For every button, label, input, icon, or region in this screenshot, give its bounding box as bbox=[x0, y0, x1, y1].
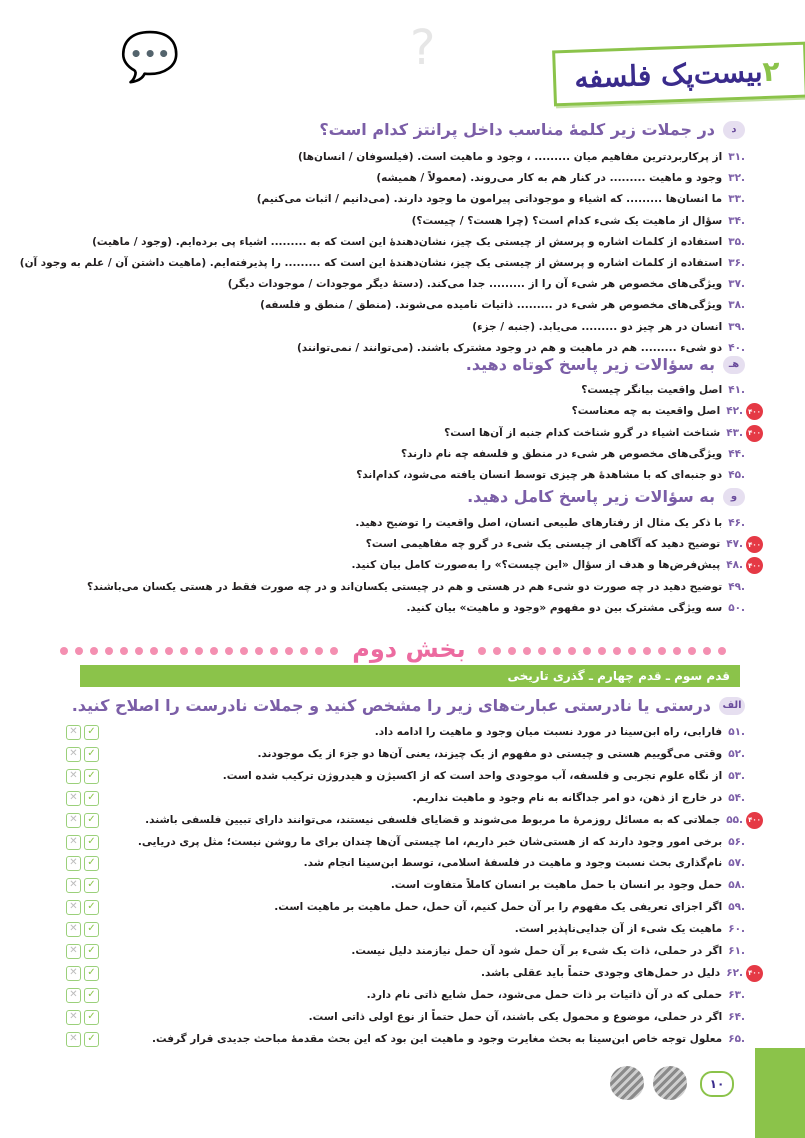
question-text: اگر اجزای تعریفی یک مفهوم را بر آن حمل کنیم، آن حمل، حمل ماهیت بر ماهیت است. bbox=[274, 901, 723, 914]
question-item bbox=[257, 744, 745, 764]
divider-dot bbox=[688, 647, 696, 655]
false-checkbox[interactable]: ✕ bbox=[66, 900, 81, 915]
question-number: ۳۷. bbox=[728, 278, 745, 291]
question-text: برخی امور وجود دارند که از هستی‌شان خبر داریم، اما چیستی آن‌ها چندان برای ما روشن نیست؛ مثل پری دریایی. bbox=[137, 835, 723, 848]
section-title: به سؤالات زیر پاسخ کامل دهید. bbox=[467, 487, 715, 506]
question-text: در خارج از ذهن، دو امر جداگانه به نام وجود و ماهیت نداریم. bbox=[412, 791, 723, 804]
divider-dot bbox=[538, 647, 546, 655]
divider-dot bbox=[285, 647, 293, 655]
question-text: پیش‌فرض‌ها و هدف از سؤال «این چیست؟» را به‌صورت کامل بیان کنید. bbox=[351, 559, 721, 572]
true-checkbox[interactable]: ✓ bbox=[84, 988, 99, 1003]
divider-dot bbox=[195, 647, 203, 655]
section-v-header bbox=[467, 487, 745, 506]
divider-dot bbox=[180, 647, 188, 655]
divider-dot bbox=[613, 647, 621, 655]
false-checkbox[interactable]: ✕ bbox=[66, 922, 81, 937]
section-title: درستی یا نادرستی عبارت‌های زیر را مشخص کنید و جملات نادرست را اصلاح کنید. bbox=[71, 696, 711, 715]
question-number: ۳۴. bbox=[728, 214, 745, 227]
question-text: دو جنبه‌ای که با مشاهدۀ هر چیزی توسط انسان یافته می‌شود، کدام‌اند؟ bbox=[356, 469, 723, 482]
section-badge: د bbox=[723, 121, 745, 139]
question-number: ۳۵. bbox=[728, 235, 745, 248]
question-number: ۵۷. bbox=[728, 857, 745, 870]
divider-dot bbox=[673, 647, 681, 655]
decorative-disc-icon bbox=[610, 1066, 644, 1100]
question-item bbox=[412, 788, 745, 808]
question-text: اصل واقعیت به چه معناست؟ bbox=[571, 405, 721, 418]
true-checkbox[interactable]: ✓ bbox=[84, 747, 99, 762]
question-item bbox=[298, 147, 745, 167]
exam-mark-badge: ۴۰۰ bbox=[746, 403, 763, 420]
question-mark-doodle: ? bbox=[410, 20, 436, 76]
question-text: استفاده از کلمات اشاره و پرسش از چیستی یک چیز، نشان‌دهندۀ این است که ......... را پذیرفته‌ایم. (ماهیت داشتن آن / علم به وجود آن) bbox=[19, 257, 723, 269]
exam-mark-badge: ۴۰۰ bbox=[746, 425, 763, 442]
divider-dot bbox=[493, 647, 501, 655]
false-checkbox[interactable]: ✕ bbox=[66, 791, 81, 806]
question-item bbox=[356, 465, 745, 485]
true-checkbox[interactable]: ✓ bbox=[84, 791, 99, 806]
divider-dot bbox=[60, 647, 68, 655]
series-logo bbox=[552, 42, 805, 107]
false-checkbox[interactable]: ✕ bbox=[66, 1010, 81, 1025]
false-checkbox[interactable]: ✕ bbox=[66, 944, 81, 959]
question-text: سه ویژگی مشترک بین دو مفهوم «وجود و ماهیت» بیان کنید. bbox=[406, 601, 723, 614]
exam-mark-badge: ۴۰۰ bbox=[746, 965, 763, 982]
question-number: ۵۵. bbox=[726, 813, 743, 826]
question-text: نام‌گذاری بحث نسبت وجود و ماهیت در فلسفۀ اسلامی، توسط ابن‌سینا انجام شد. bbox=[303, 857, 723, 870]
question-item bbox=[152, 1029, 745, 1049]
question-text: از نگاه علوم تجربی و فلسفه، آب موجودی واحد است که از اکسیژن و هیدروژن ترکیب شده است. bbox=[222, 769, 723, 782]
false-checkbox[interactable]: ✕ bbox=[66, 878, 81, 893]
question-text: ماهیت یک شیء از آن جدایی‌ناپذیر است. bbox=[514, 923, 723, 936]
false-checkbox[interactable]: ✕ bbox=[66, 1032, 81, 1047]
question-text: حملی که در آن ذاتیات بر ذات حمل می‌شود، حمل شایع ذاتی نام دارد. bbox=[366, 988, 723, 1001]
question-text: جملاتی که به مسائل روزمرۀ ما مربوط می‌شوند و قضایای فلسفی نیستند، می‌توانند دارای تبیین فلسفی باشند. bbox=[145, 813, 721, 826]
question-number: ۴۴. bbox=[728, 447, 745, 460]
stage-label: قدم سوم ـ قدم چهارم ـ گذری تاریخی bbox=[499, 665, 738, 687]
question-item bbox=[223, 766, 745, 786]
question-text: فارابی، راه ابن‌سینا در مورد نسبت میان وجود و ماهیت را ادامه داد. bbox=[374, 726, 723, 738]
question-text: انسان در هر چیز دو ......... می‌یابد. (جنبه / جزء) bbox=[472, 320, 723, 333]
question-text: اصل واقعیت بیانگر چیست؟ bbox=[581, 384, 723, 396]
question-number: ۴۹. bbox=[728, 580, 745, 593]
section-badge: الف bbox=[719, 697, 745, 715]
divider-dot bbox=[330, 647, 338, 655]
question-number: ۵۰. bbox=[728, 601, 745, 614]
section-badge: هـ bbox=[723, 356, 745, 374]
false-checkbox[interactable]: ✕ bbox=[66, 835, 81, 850]
divider-dot bbox=[478, 647, 486, 655]
true-checkbox[interactable]: ✓ bbox=[84, 835, 99, 850]
false-checkbox[interactable]: ✕ bbox=[66, 725, 81, 740]
divider-dot bbox=[210, 647, 218, 655]
question-item bbox=[257, 189, 745, 209]
true-checkbox[interactable]: ✓ bbox=[84, 725, 99, 740]
divider-dot bbox=[508, 647, 516, 655]
question-number: ۳۱. bbox=[728, 151, 745, 163]
question-number: ۴۸. bbox=[726, 559, 743, 572]
divider-dot bbox=[120, 647, 128, 655]
question-item bbox=[87, 577, 745, 597]
question-item bbox=[297, 338, 745, 358]
divider-dot bbox=[628, 647, 636, 655]
question-item bbox=[472, 317, 745, 337]
speech-bubble-doodle: 💬 bbox=[120, 29, 180, 85]
true-checkbox[interactable]: ✓ bbox=[84, 878, 99, 893]
question-text: ما انسان‌ها ......... که اشیاء و موجوداتی پیرامون ما وجود دارند. (می‌دانیم / اثبات می‌کنیم) bbox=[256, 193, 723, 206]
true-checkbox[interactable]: ✓ bbox=[84, 1032, 99, 1047]
question-number: ۵۱. bbox=[728, 726, 745, 738]
question-number: ۴۶. bbox=[728, 517, 745, 529]
divider-dot bbox=[135, 647, 143, 655]
question-number: ۴۱. bbox=[728, 384, 745, 396]
question-item bbox=[375, 722, 745, 742]
question-text: اگر در حملی، موضوع و محمول یکی باشند، آن حمل حتماً از نوع اولی ذاتی است. bbox=[308, 1010, 723, 1023]
exam-mark-badge: ۴۰۰ bbox=[746, 812, 763, 829]
question-item bbox=[92, 232, 745, 252]
false-checkbox[interactable]: ✕ bbox=[66, 747, 81, 762]
question-number: ۶۵. bbox=[728, 1032, 745, 1045]
question-text: حمل وجود بر انسان با حمل ماهیت بر انسان کاملاً متفاوت است. bbox=[390, 879, 723, 892]
divider-dot bbox=[315, 647, 323, 655]
decorative-disc-icon bbox=[653, 1066, 687, 1100]
false-checkbox[interactable]: ✕ bbox=[66, 988, 81, 1003]
question-number: ۴۳. bbox=[726, 426, 743, 439]
question-item bbox=[351, 941, 745, 961]
true-checkbox[interactable]: ✓ bbox=[84, 813, 99, 828]
section-alef-header bbox=[72, 696, 745, 715]
question-item bbox=[515, 919, 745, 939]
question-number: ۴۵. bbox=[728, 469, 745, 482]
divider-dot bbox=[523, 647, 531, 655]
true-checkbox[interactable]: ✓ bbox=[84, 769, 99, 784]
question-item bbox=[260, 295, 745, 315]
side-tab bbox=[755, 1048, 805, 1138]
question-text: استفاده از کلمات اشاره و پرسش از چیستی یک چیز، نشان‌دهندۀ این است که به ......... اشیاء پی برده‌ایم. (وجود / ماهیت) bbox=[92, 235, 723, 248]
logo-text: بیست‌پک فلسفه bbox=[573, 54, 764, 95]
divider-dot bbox=[643, 647, 651, 655]
question-item bbox=[367, 985, 745, 1005]
divider-dot bbox=[718, 647, 726, 655]
question-item bbox=[376, 168, 745, 188]
question-item bbox=[304, 853, 745, 873]
divider-dot bbox=[255, 647, 263, 655]
section-title: به سؤالات زیر پاسخ کوتاه دهید. bbox=[465, 355, 715, 374]
question-text: ویژگی‌های مخصوص هر شیء در ......... ذاتیات نامیده می‌شوند. (منطق / منطق و فلسفه) bbox=[260, 299, 723, 312]
question-item bbox=[366, 534, 743, 554]
question-number: ۵۶. bbox=[728, 835, 745, 848]
page-number: ۱۰ bbox=[700, 1071, 734, 1097]
question-text: اگر در حملی، ذات یک شیء بر آن حمل شود آن حمل نیازمند دلیل نیست. bbox=[351, 945, 723, 957]
true-checkbox[interactable]: ✓ bbox=[84, 944, 99, 959]
false-checkbox[interactable]: ✕ bbox=[66, 966, 81, 981]
section-badge: و bbox=[723, 488, 745, 506]
question-number: ۳۶. bbox=[728, 257, 745, 269]
question-item bbox=[481, 963, 743, 983]
question-number: ۶۱. bbox=[728, 945, 745, 957]
question-number: ۳۲. bbox=[728, 172, 745, 185]
dot-divider-right bbox=[478, 647, 726, 657]
false-checkbox[interactable]: ✕ bbox=[66, 769, 81, 784]
question-item bbox=[309, 1007, 745, 1027]
question-number: ۵۹. bbox=[728, 901, 745, 914]
question-text: ویژگی‌های مخصوص هر شیء در منطق و فلسفه چه نام دارند؟ bbox=[400, 447, 723, 460]
divider-dot bbox=[553, 647, 561, 655]
question-number: ۵۲. bbox=[728, 747, 745, 760]
exam-mark-badge: ۴۰۰ bbox=[746, 536, 763, 553]
question-text: توضیح دهید که آگاهی از چیستی یک شیء در گرو چه مفاهیمی است؟ bbox=[365, 538, 721, 551]
question-item bbox=[444, 423, 743, 443]
divider-dot bbox=[75, 647, 83, 655]
divider-dot bbox=[703, 647, 711, 655]
divider-dot bbox=[658, 647, 666, 655]
true-checkbox[interactable]: ✓ bbox=[84, 856, 99, 871]
question-number: ۵۴. bbox=[728, 791, 745, 804]
question-text: وجود و ماهیت ......... در کنار هم به کار می‌روند. (معمولاً / همیشه) bbox=[376, 172, 723, 185]
question-number: ۴۰. bbox=[728, 341, 745, 354]
question-item bbox=[20, 253, 745, 273]
question-item bbox=[228, 274, 745, 294]
false-checkbox[interactable]: ✕ bbox=[66, 856, 81, 871]
true-checkbox[interactable]: ✓ bbox=[84, 922, 99, 937]
question-item bbox=[145, 810, 743, 830]
section-title: در جملات زیر کلمۀ مناسب داخل پرانتز کدام است؟ bbox=[319, 120, 715, 139]
divider-dot bbox=[225, 647, 233, 655]
false-checkbox[interactable]: ✕ bbox=[66, 813, 81, 828]
divider-dot bbox=[150, 647, 158, 655]
divider-dot bbox=[270, 647, 278, 655]
question-text: ویژگی‌های مخصوص هر شیء آن را از ......... جدا می‌کند. (دستۀ دیگر موجودات / موجودات دیگر) bbox=[227, 278, 723, 291]
question-item bbox=[412, 211, 745, 231]
exam-mark-badge: ۴۰۰ bbox=[746, 557, 763, 574]
true-checkbox[interactable]: ✓ bbox=[84, 966, 99, 981]
question-number: ۵۳. bbox=[728, 769, 745, 782]
question-text: دلیل در حمل‌های وجودی حتماً باید عقلی باشد. bbox=[481, 966, 721, 979]
part-title: بخش دوم bbox=[352, 635, 466, 663]
question-number: ۴۷. bbox=[726, 538, 743, 551]
question-item bbox=[581, 380, 745, 400]
question-item bbox=[401, 444, 745, 464]
question-number: ۴۲. bbox=[726, 405, 743, 418]
question-item bbox=[572, 401, 743, 421]
question-text: دو شیء ......... هم در ماهیت و هم در وجود مشترک باشند. (می‌توانند / نمی‌توانند) bbox=[296, 341, 723, 354]
stage-bar bbox=[80, 665, 740, 687]
question-number: ۶۲. bbox=[726, 966, 743, 979]
question-number: ۶۴. bbox=[728, 1010, 745, 1023]
question-number: ۳۳. bbox=[728, 193, 745, 206]
divider-dot bbox=[568, 647, 576, 655]
section-h-header bbox=[466, 355, 745, 374]
question-number: ۶۰. bbox=[728, 923, 745, 936]
divider-dot bbox=[583, 647, 591, 655]
question-text: از پرکاربردترین مفاهیم میان ......... ، وجود و ماهیت است. (فیلسوفان / انسان‌ها) bbox=[297, 151, 723, 163]
divider-dot bbox=[90, 647, 98, 655]
question-number: ۵۸. bbox=[728, 879, 745, 892]
question-item bbox=[138, 832, 745, 852]
divider-dot bbox=[598, 647, 606, 655]
divider-dot bbox=[105, 647, 113, 655]
divider-dot bbox=[165, 647, 173, 655]
logo-number: ۲ bbox=[761, 54, 781, 88]
question-text: سؤال از ماهیت یک شیء کدام است؟ (چرا هست؟ / چیست؟) bbox=[411, 214, 723, 227]
question-text: شناخت اشیاء در گرو شناخت کدام جنبه از آن‌ها است؟ bbox=[444, 426, 721, 439]
question-text: وقتی می‌گوییم هستی و چیستی دو مفهوم از یک چیزند، یعنی آن‌ها دو جزء از یک موجودند. bbox=[257, 747, 723, 760]
question-item bbox=[355, 513, 745, 533]
question-number: ۳۹. bbox=[728, 320, 745, 333]
question-text: با ذکر یک مثال از رفتارهای طبیعی انسان، اصل واقعیت را توضیح دهید. bbox=[355, 517, 723, 529]
divider-dot bbox=[300, 647, 308, 655]
true-checkbox[interactable]: ✓ bbox=[84, 900, 99, 915]
section-d-header bbox=[319, 120, 745, 139]
divider-dot bbox=[240, 647, 248, 655]
question-number: ۶۳. bbox=[728, 988, 745, 1001]
question-item bbox=[391, 875, 745, 895]
true-checkbox[interactable]: ✓ bbox=[84, 1010, 99, 1025]
dot-divider-left bbox=[60, 647, 338, 657]
question-number: ۳۸. bbox=[728, 299, 745, 312]
question-item bbox=[274, 897, 745, 917]
question-item bbox=[406, 598, 745, 618]
question-text: معلول توجه خاص ابن‌سینا به بحث مغایرت وجود و ماهیت این بود که این بحث مقدمۀ مباحث جدیدی قرار گرفت. bbox=[152, 1032, 723, 1045]
question-item bbox=[351, 555, 743, 575]
question-text: توضیح دهید در چه صورت دو شیء هم در هستی و هم در چیستی یکسان‌اند و در چه صورت فقط در هستی یکسان می‌باشند؟ bbox=[87, 580, 723, 593]
